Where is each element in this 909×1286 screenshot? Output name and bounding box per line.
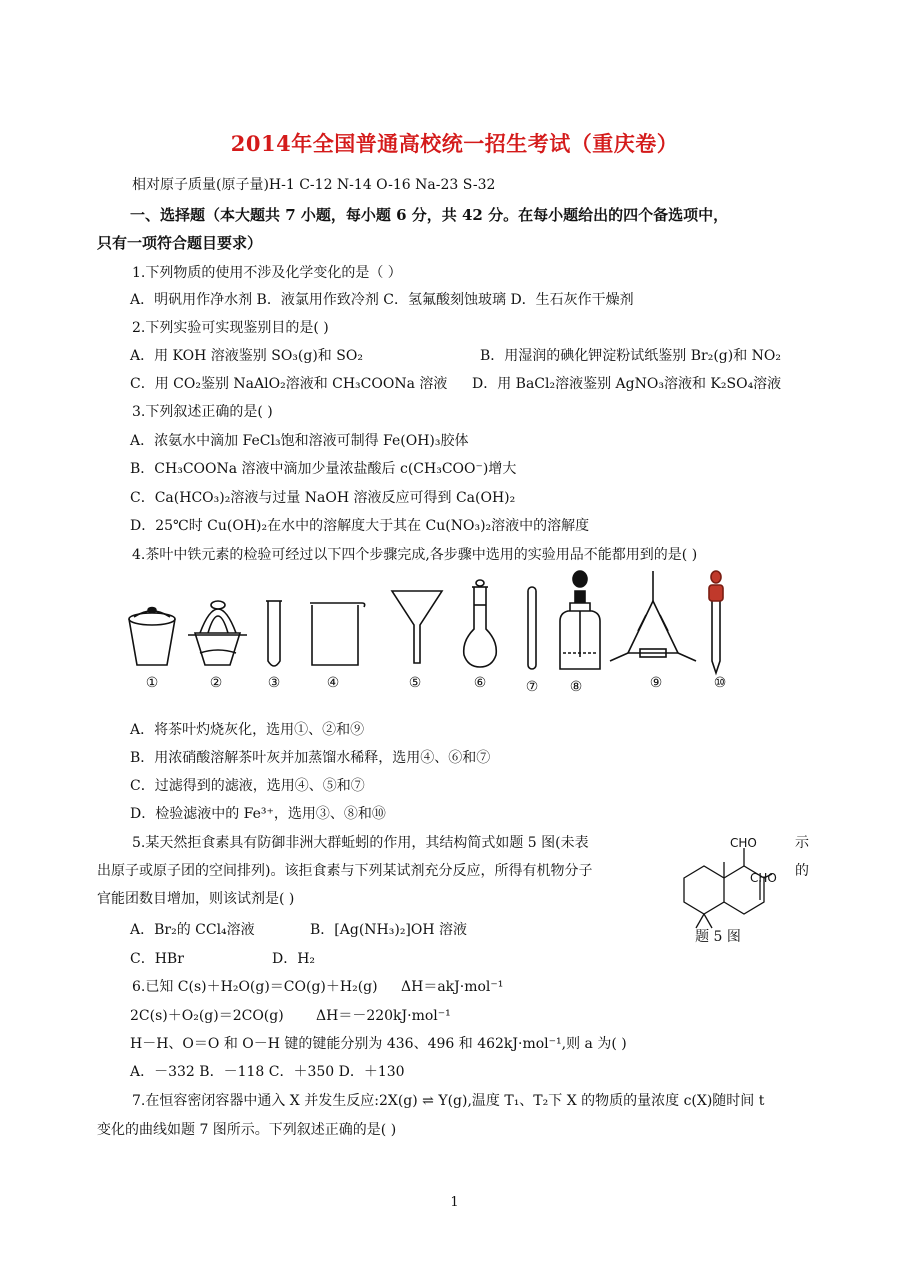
q3-option-c: C．Ca(HCO₃)₂溶液与过量 NaOH 溶液反应可得到 Ca(OH)₂ <box>130 490 516 506</box>
q5-line2-end: 的 <box>795 863 809 879</box>
q5-line2: 出原子或原子团的空间排列)。该拒食素与下列某试剂充分反应，所得有机物分子 <box>97 863 593 879</box>
q6-options: A．－332 B．－118 C．＋350 D．＋130 <box>130 1064 405 1080</box>
q2-option-c: C．用 CO₂鉴别 NaAlO₂溶液和 CH₃COONa 溶液 <box>130 376 448 392</box>
structure-figure-q5 <box>664 834 784 944</box>
q5-option-c: C．HBr <box>130 951 184 967</box>
q4-option-d: D．检验滤液中的 Fe³⁺，选用③、⑧和⑩ <box>130 806 386 822</box>
page-title: 2014年全国普通高校统一招生考试（重庆卷） <box>230 131 679 156</box>
q1-stem: 1.下列物质的使用不涉及化学变化的是（ ） <box>132 265 402 281</box>
clay-triangle-icon <box>610 571 696 661</box>
q4-option-a: A．将茶叶灼烧灰化，选用①、②和⑨ <box>130 722 365 738</box>
q3-option-b: B．CH₃COONa 溶液中滴加少量浓盐酸后 c(CH₃COO⁻)增大 <box>130 461 517 477</box>
volumetric-flask-icon <box>464 580 497 667</box>
q6-equation2-dh: ΔH＝－220kJ·mol⁻¹ <box>316 1008 451 1024</box>
q7-line2: 变化的曲线如题 7 图所示。下列叙述正确的是( ) <box>97 1122 397 1138</box>
atomic-mass-line: 相对原子质量(原子量)H-1 C-12 N-14 O-16 Na-23 S-32 <box>132 177 496 193</box>
q5-option-d: D．H₂ <box>272 951 316 967</box>
crucible-icon <box>129 608 175 666</box>
q6-equation1-dh: ΔH＝akJ·mol⁻¹ <box>401 979 504 995</box>
page-number: 1 <box>450 1195 459 1210</box>
q3-option-a: A．浓氨水中滴加 FeCl₃饱和溶液可制得 Fe(OH)₃胶体 <box>130 433 469 449</box>
apparatus-label-8: ⑧ <box>569 679 583 695</box>
apparatus-label-1: ① <box>145 675 159 691</box>
q5-line1: 5.某天然拒食素具有防御非洲大群蚯蚓的作用，其结构简式如题 5 图(未表 <box>132 835 589 851</box>
q6-bond-energies: H－H、O＝O 和 O－H 键的键能分别为 436、496 和 462kJ·mol⁻¹,则 a 为( ) <box>130 1036 627 1052</box>
cho-label-right: CHO <box>750 871 777 885</box>
q3-option-d: D．25℃时 Cu(OH)₂在水中的溶解度大于其在 Cu(NO₃)₂溶液中的溶解度 <box>130 518 590 534</box>
apparatus-label-10: ⑩ <box>713 675 727 691</box>
q2-option-d: D．用 BaCl₂溶液鉴别 AgNO₃溶液和 K₂SO₄溶液 <box>472 376 782 392</box>
apparatus-label-9: ⑨ <box>649 675 663 691</box>
q1-options: A．明矾用作净水剂 B．液氯用作致冷剂 C．氢氟酸刻蚀玻璃 D．生石灰作干燥剂 <box>130 292 634 308</box>
glass-rod-icon <box>528 587 536 669</box>
q5-option-a: A．Br₂的 CCl₄溶液 <box>130 922 255 938</box>
section-heading-line2: 只有一项符合题目要求） <box>97 234 263 252</box>
q3-stem: 3.下列叙述正确的是( ) <box>132 404 273 420</box>
q4-stem: 4.茶叶中铁元素的检验可经过以下四个步骤完成,各步骤中选用的实验用品不能都用到的是( ) <box>132 547 698 563</box>
section-heading-line1: 一、选择题（本大题共 7 小题，每小题 6 分，共 42 分。在每小题给出的四个备选项中， <box>130 206 729 224</box>
apparatus-figure <box>0 565 909 695</box>
q7-line1: 7.在恒容密闭容器中通入 X 并发生反应:2X(g) ⇌ Y(g),温度 T₁、T₂下 X 的物质的量浓度 c(X)随时间 t <box>132 1093 765 1109</box>
apparatus-label-7: ⑦ <box>525 679 539 695</box>
apparatus-label-4: ④ <box>326 675 340 691</box>
apparatus-label-5: ⑤ <box>408 675 422 691</box>
apparatus-label-2: ② <box>209 675 223 691</box>
q2-stem: 2.下列实验可实现鉴别目的是( ) <box>132 320 329 336</box>
apparatus-label-3: ③ <box>267 675 281 691</box>
dropping-bottle-icon <box>560 571 600 669</box>
cho-label-top: CHO <box>730 836 757 850</box>
q2-option-b: B．用湿润的碘化钾淀粉试纸鉴别 Br₂(g)和 NO₂ <box>480 348 782 364</box>
q6-equation1: 6.已知 C(s)＋H₂O(g)＝CO(g)＋H₂(g) <box>132 979 378 995</box>
beaker-icon <box>310 603 365 665</box>
q4-option-c: C．过滤得到的滤液，选用④、⑤和⑦ <box>130 778 365 794</box>
q4-option-b: B．用浓硝酸溶解茶叶灰并加蒸馏水稀释，选用④、⑥和⑦ <box>130 750 491 766</box>
q5-line1-end: 示 <box>795 835 809 851</box>
funnel-icon <box>392 591 442 663</box>
apparatus-label-6: ⑥ <box>473 675 487 691</box>
q5-line3: 官能团数目增加，则该试剂是( ) <box>97 891 295 907</box>
dropper-icon <box>709 571 723 673</box>
q2-option-a: A．用 KOH 溶液鉴别 SO₃(g)和 SO₂ <box>130 348 363 364</box>
q6-equation2: 2C(s)＋O₂(g)＝2CO(g) <box>130 1008 284 1024</box>
test-tube-icon <box>266 601 282 666</box>
figure5-caption: 题 5 图 <box>695 929 741 945</box>
crucible-tongs-icon <box>188 601 247 665</box>
q5-option-b: B．[Ag(NH₃)₂]OH 溶液 <box>310 922 468 938</box>
